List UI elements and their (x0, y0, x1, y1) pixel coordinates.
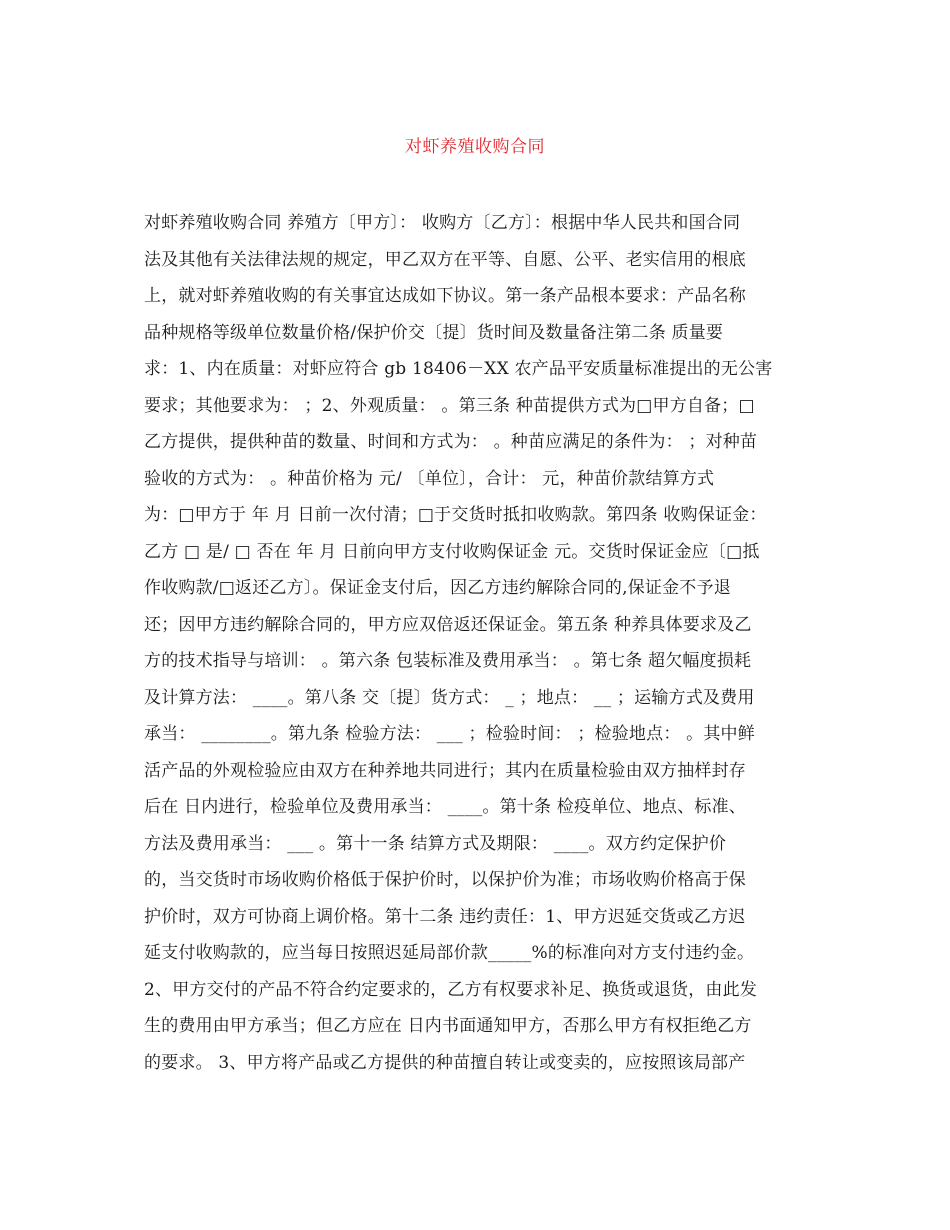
body-line-14: 及计算方法： ____。第八条 交〔提〕货方式： _ ；地点： __ ；运输方式及费用 (144, 687, 755, 708)
body-line-10: 乙方 □ 是/ □ 否在 年 月 日前向甲方支付收购保证金 元。交货时保证金应〔□抵 (144, 541, 760, 562)
body-line-21: 延支付收购款的，应当每日按照迟延局部价款_____%的标准向对方支付违约金。 (144, 943, 755, 963)
body-line-17: 后在 日内进行，检验单位及费用承当： ____。第十条 检疫单位、地点、标准、 (144, 797, 747, 817)
document-body (144, 205, 809, 1081)
body-line-6: 要求；其他要求为： ；2、外观质量： 。第三条 种苗提供方式为□甲方自备；□ (144, 395, 755, 416)
body-line-11: 作收购款/□返还乙方〕。保证金支付后，因乙方违约解除合同的,保证金不予退 (144, 578, 731, 598)
body-line-16: 活产品的外观检验应由双方在种养地共同进行；其内在质量检验由双方抽样封存 (144, 760, 746, 781)
body-line-8: 验收的方式为： 。种苗价格为 元/ 〔单位〕，合计： 元，种苗价款结算方式 (144, 468, 715, 489)
body-line-22: 2、甲方交付的产品不符合约定要求的，乙方有权要求补足、换货或退货，由此发 (144, 979, 758, 1000)
body-line-2: 法及其他有关法律法规的规定，甲乙双方在平等、自愿、公平、老实信用的根底 (144, 249, 746, 270)
body-line-13: 方的技术指导与培训： 。第六条 包装标准及费用承当： 。第七条 超欠幅度损耗 (144, 651, 752, 671)
body-line-12: 还；因甲方违约解除合同的，甲方应双倍返还保证金。第五条 种养具体要求及乙 (144, 614, 752, 635)
body-line-18: 方法及费用承当： ___ 。第十一条 结算方式及期限： ____。双方约定保护价 (144, 833, 727, 854)
body-line-24: 的要求。 3、甲方将产品或乙方提供的种苗擅自转让或变卖的，应按照该局部产 (144, 1052, 746, 1073)
body-line-1: 对虾养殖收购合同 养殖方〔甲方〕： 收购方〔乙方〕：根据中华人民共和国合同 (144, 213, 741, 233)
body-line-3: 上，就对虾养殖收购的有关事宜达成如下协议。第一条产品根本要求：产品名称 (144, 286, 746, 306)
body-line-20: 护价时，双方可协商上调价格。第十二条 违约责任：1、甲方迟延交货或乙方迟 (144, 906, 746, 927)
body-line-23: 生的费用由甲方承当；但乙方应在 日内书面通知甲方，否那么甲方有权拒绝乙方 (144, 1016, 752, 1036)
document-title: 对虾养殖收购合同 (405, 137, 545, 157)
body-line-4: 品种规格等级单位数量价格/保护价交〔提〕货时间及数量备注第二条 质量要 (144, 322, 724, 343)
body-line-15: 承当： ________。第九条 检验方法： ___ ；检验时间： ；检验地点： 。其中鲜 (144, 724, 755, 744)
body-line-7: 乙方提供，提供种苗的数量、时间和方式为： 。种苗应满足的条件为： ；对种苗 (144, 432, 758, 452)
body-line-5: 求：1、内在质量：对虾应符合 gb 18406－XX 农产品平安质量标准提出的无公害 (144, 359, 773, 379)
body-line-9: 为：□甲方于 年 月 日前一次付清；□于交货时抵扣收购款。第四条 收购保证金： (144, 505, 767, 525)
body-line-19: 的，当交货时市场收购价格低于保护价时，以保护价为准；市场收购价格高于保 (144, 870, 746, 890)
